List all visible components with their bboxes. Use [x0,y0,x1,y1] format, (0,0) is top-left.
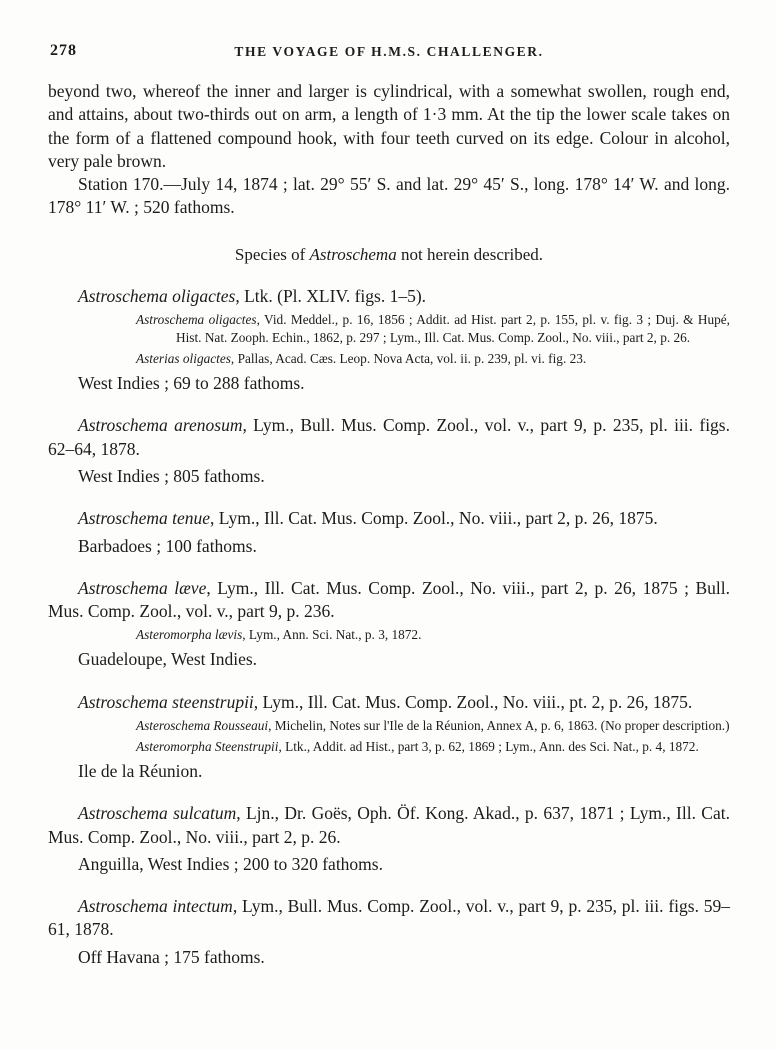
species-name: Astroschema sulcatum [78,803,237,824]
species-entry [48,577,730,672]
synonym-text: , Michelin, Notes sur l'Ile de la Réunion, Annex A, p. 6, 1863. (No proper description.) [268,717,730,733]
species-entry [48,895,730,969]
species-entry [48,507,730,558]
synonym-line [48,738,730,756]
species-citation-line [48,507,730,530]
synonym-name: Asteromorpha lævis [136,627,243,643]
locality-line: Guadeloupe, West Indies. [78,649,258,670]
synonym-name: Asterias oligactes [136,351,231,367]
locality-line: West Indies ; 69 to 288 fathoms. [78,373,305,394]
species-name: Astroschema arenosum [78,415,243,436]
synonym-text: , Pallas, Acad. Cæs. Leop. Nova Acta, vol. ii. p. 239, pl. vi. fig. 23. [230,351,587,367]
synonym-text: , Vid. Meddel., p. 16, 1856 ; Addit. ad Hist. part 2, p. 155, pl. v. fig. 3 ; Duj. & Hupé, Hist. Nat. Zooph. Echin., 1862, p. 297 ; Lym., Ill. Cat. Mus. Comp. Zool., No. viii., part 2, p. 26. [176,311,730,346]
species-name: Astroschema tenue [78,508,211,529]
species-entry [48,691,730,784]
locality-line: Anguilla, West Indies ; 200 to 320 fathoms. [78,853,383,874]
species-citation-text: , Lym., Bull. Mus. Comp. Zool., vol. v., part 9, p. 235, pl. iii. figs. 59–61, 1878. [48,896,731,940]
synonym-name: Astroschema oligactes [136,311,257,327]
species-citation-line [48,691,730,714]
locality-line: Barbadoes ; 100 fathoms. [78,535,257,556]
page-number: 278 [50,42,77,59]
species-entry [48,414,730,488]
species-citation-text: , Lym., Bull. Mus. Comp. Zool., vol. v., part 9, p. 235, pl. iii. figs. 62–64, 1878. [48,415,730,459]
species-citation-text: , Lym., Ill. Cat. Mus. Comp. Zool., No. viii., part 2, p. 26, 1875 ; Bull. Mus. Comp. Zool., vol. v., part 9, p. 236. [48,577,731,622]
species-citation-line [48,802,730,849]
synonym-line [48,626,730,644]
species-citation-line [48,577,730,624]
locality-line: West Indies ; 805 fathoms. [78,465,265,486]
section-heading-prefix: Species of [234,244,310,264]
section-heading-suffix: not herein described. [396,244,544,264]
station-paragraph: Station 170.—July 14, 1874 ; lat. 29° 55′ S. and lat. 29° 45′ S., long. 178° 14′ W. and long. 178° 11′ W. ; 520 fathoms. [48,174,730,218]
synonym-text: , Lym., Ann. Sci. Nat., p. 3, 1872. [242,627,422,643]
synonym-name: Asteromorpha Steenstrupii [136,739,279,754]
species-citation-line [48,895,730,942]
section-heading-genus: Astroschema [309,244,397,264]
synonym-text: , Ltk., Addit. ad Hist., part 3, p. 62, 1869 ; Lym., Ann. des Sci. Nat., p. 4, 1872. [278,739,699,754]
locality-line: Ile de la Réunion. [78,761,203,782]
synonym-line [48,717,730,735]
page-header [48,42,730,64]
species-name: Astroschema oligactes [78,285,236,306]
species-citation-text: , Lym., Ill. Cat. Mus. Comp. Zool., No. viii., pt. 2, p. 26, 1875. [253,691,693,712]
synonym-line [48,311,730,347]
species-citation-text: , Lym., Ill. Cat. Mus. Comp. Zool., No. viii., part 2, p. 26, 1875. [210,508,658,529]
species-name: Astroschema intectum [78,896,233,917]
species-name: Astroschema læve [78,577,207,598]
species-citation-text: , Ljn., Dr. Goës, Oph. Öf. Kong. Akad., p. 637, 1871 ; Lym., Ill. Cat. Mus. Comp. Zool., No. viii., part 2, p. 26. [48,803,730,847]
species-entry [48,802,730,876]
section-heading [48,244,730,266]
species-citation-line [48,414,730,461]
species-entry [48,285,730,396]
synonym-name: Asteroschema Rousseaui [136,717,269,733]
synonym-line [48,350,730,368]
species-citation-line [48,285,730,308]
running-title: THE VOYAGE OF H.M.S. CHALLENGER. [234,44,544,59]
locality-line: Off Havana ; 175 fathoms. [78,946,265,967]
intro-paragraph: beyond two, whereof the inner and larger is cylindrical, with a somewhat swollen, rough end, and attains, about two-thirds out on arm, a length of 1·3 mm. At the tip the lower scale takes on the form of a flattened compound hook, with four teeth curved on its edge. Colour in alcohol, very pale brown. [48,81,730,171]
species-citation-text: , Ltk. (Pl. XLIV. figs. 1–5). [235,285,427,306]
species-name: Astroschema steenstrupii [78,691,254,712]
